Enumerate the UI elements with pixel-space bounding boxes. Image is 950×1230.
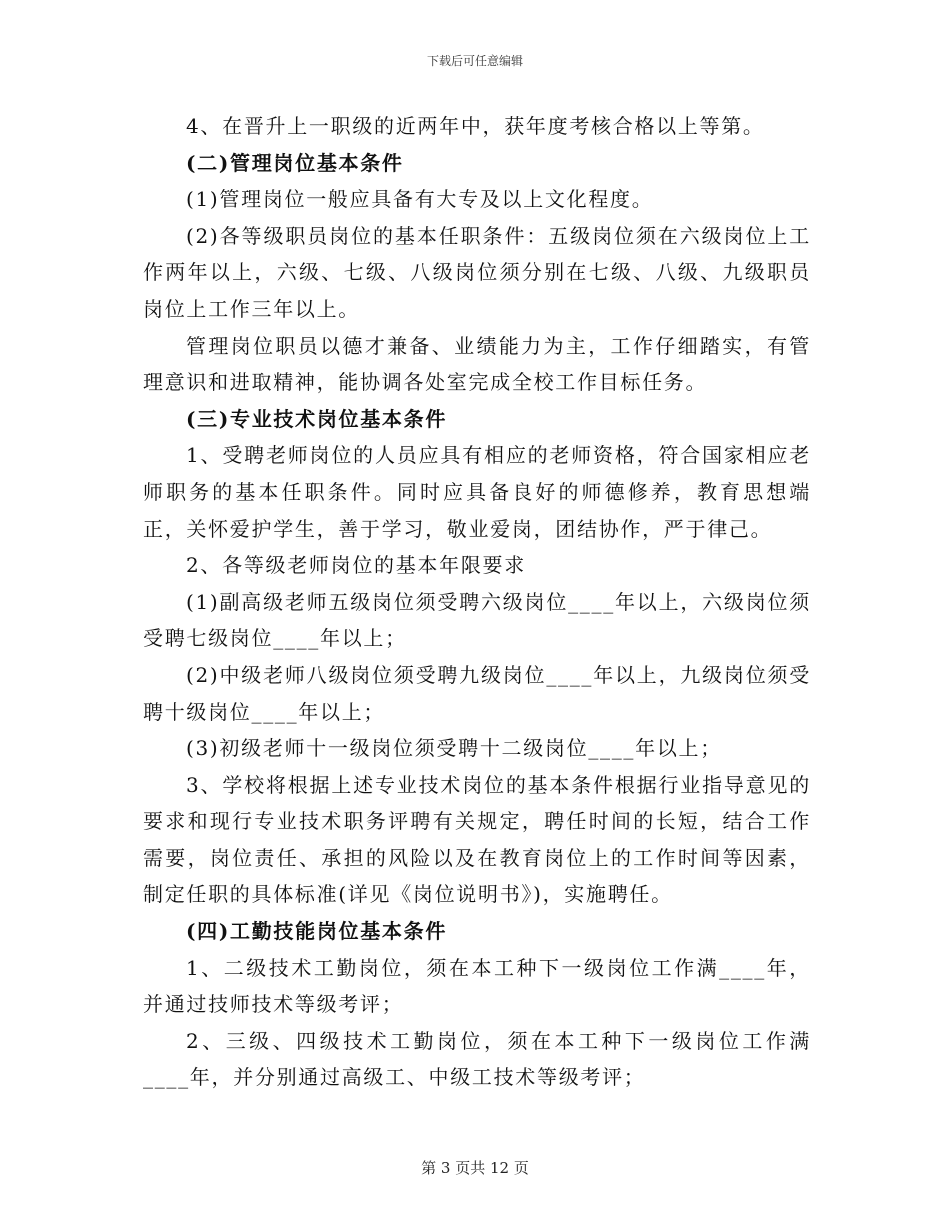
page-header: 下载后可任意编辑 [426,54,523,68]
section-heading: (三)专业技术岗位基本条件 [186,406,448,431]
paragraph: 1、二级技术工勤岗位，须在本工种下一级岗位工作满____年，并通过技师技术等级考评； [143,955,811,1017]
paragraph: 4、在晋升上一职级的近两年中，获年度考核合格以上等第。 [186,114,765,138]
paragraph: 2、各等级老师岗位的基本年限要求 [186,553,526,578]
page-footer: 第 3 页共 12 页 [421,1159,529,1177]
paragraph: (1)管理岗位一般应具备有大专及以上文化程度。 [186,187,654,212]
paragraph: 3、学校将根据上述专业技术岗位的基本条件根据行业指导意见的要求和现行专业技术职务评聘有关规定，聘任时间的长短，结合工作需要，岗位责任、承担的风险以及在教育岗位上的工作时间等因素，制定任职的具体标准(详见《岗位说明书》)，实施聘任。 [143,772,811,907]
paragraph: 1、受聘老师岗位的人员应具有相应的老师资格，符合国家相应老师职务的基本任职条件。同时应具备良好的师德修养，教育思想端正，关怀爱护学生，善于学习，敬业爱岗，团结协作，严于律己。 [143,443,811,541]
paragraph: (2)各等级职员岗位的基本任职条件：五级岗位须在六级岗位上工作两年以上，六级、七级、八级岗位须分别在七级、八级、九级职员岗位上工作三年以上。 [143,223,811,321]
paragraph: 管理岗位职员以德才兼备、业绩能力为主，工作仔细踏实，有管理意识和进取精神，能协调各处室完成全校工作目标任务。 [143,333,811,395]
section-heading: (二)管理岗位基本条件 [186,150,404,175]
paragraph: 2、三级、四级技术工勤岗位，须在本工种下一级岗位工作满____年，并分别通过高级工、中级工技术等级考评； [143,1028,811,1090]
document-body [143,108,811,1096]
paragraph: (1)副高级老师五级岗位须受聘六级岗位____年以上，六级岗位须受聘七级岗位____年以上； [143,589,811,651]
paragraph: (2)中级老师八级岗位须受聘九级岗位____年以上，九级岗位须受聘十级岗位____年以上； [143,662,811,724]
section-heading: (四)工勤技能岗位基本条件 [186,919,448,944]
paragraph: (3)初级老师十一级岗位须受聘十二级岗位____年以上； [186,736,722,761]
